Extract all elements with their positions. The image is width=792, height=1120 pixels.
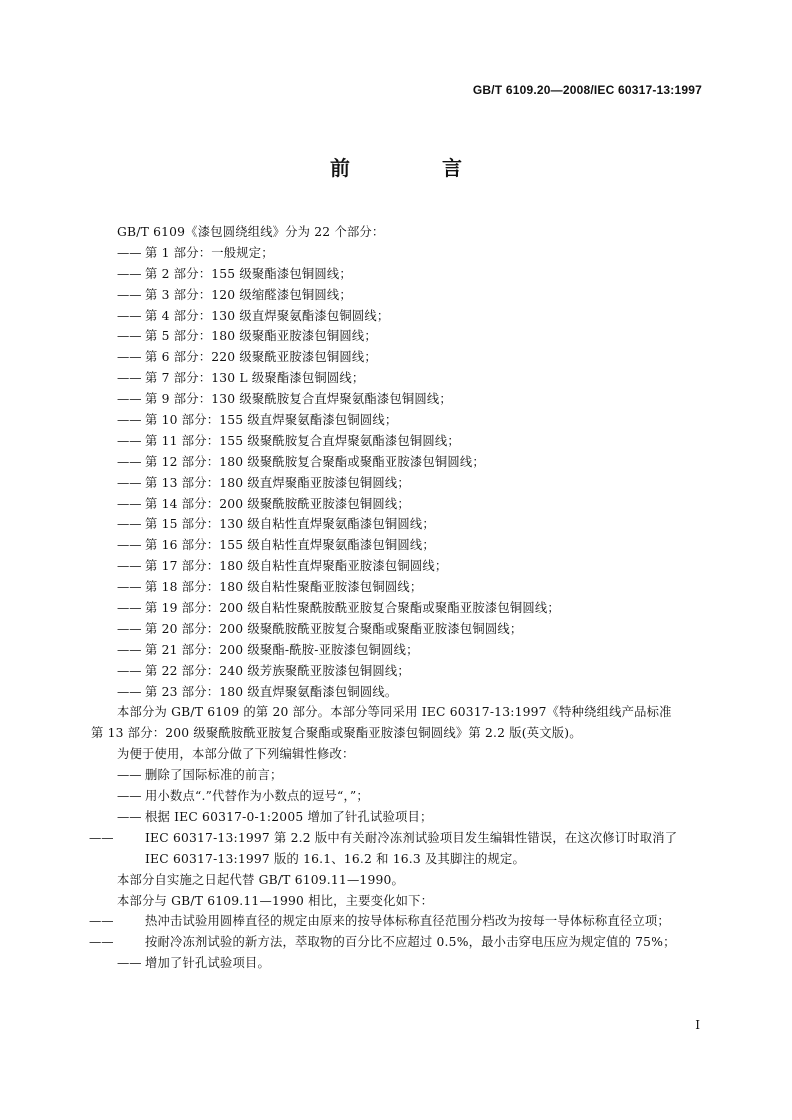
part-list-item [91,682,703,703]
standard-code-header: GB/T 6109.20—2008/IEC 60317-13:1997 [472,83,702,97]
dash-marker: —— [89,830,114,845]
adoption-paragraph-line-2: 第 13 部分：200 级聚酰胺酰亚胺复合聚酯或聚酯亚胺漆包铜圆线》第 2.2 版(英文版)。 [91,726,582,741]
dash-marker: —— [117,350,142,365]
part-list-item [91,640,703,661]
part-list-item-text: 第 20 部分：200 级聚酰胺酰亚胺复合聚酯或聚酯亚胺漆包铜圆线； [145,621,523,636]
main-change-item [91,953,703,974]
dash-marker: —— [89,914,114,929]
dash-marker: —— [117,684,142,699]
intro-paragraph: GB/T 6109《漆包圆绕组线》分为 22 个部分： [117,225,385,239]
dash-marker: —— [117,642,142,657]
part-list-item-text: 第 9 部分：130 级聚酰胺复合直焊聚氨酯漆包铜圆线； [145,392,452,407]
dash-marker: —— [117,559,142,574]
part-list-item [91,577,703,598]
part-list-item [91,556,703,577]
dash-marker: —— [117,538,142,553]
editorial-change-item [91,765,703,786]
part-list-item [91,661,703,682]
dash-marker: —— [117,392,142,407]
dash-marker: —— [117,789,142,804]
editorial-change-item [91,828,703,870]
editorial-intro: 为便于使用，本部分做了下列编辑性修改： [117,747,355,762]
adoption-paragraph-line-1: 本部分为 GB/T 6109 的第 20 部分。本部分等同采用 IEC 60317-13:1997《特种绕组线产品标准 [117,705,672,720]
part-list-item [91,598,703,619]
part-list-item [91,306,703,327]
part-list-item [91,389,703,410]
dash-marker: —— [117,413,142,428]
part-list-item-text: 第 17 部分：180 级自粘性直焊聚酯亚胺漆包铜圆线； [145,559,448,574]
page-number: I [695,1018,700,1032]
part-list-item-text: 第 14 部分：200 级聚酰胺酰亚胺漆包铜圆线； [145,496,410,511]
part-list-item [91,431,703,452]
part-list-item-text: 第 12 部分：180 级聚酰胺复合聚酯或聚酯亚胺漆包铜圆线； [145,454,485,469]
part-list-item-text: 第 21 部分：200 级聚酯-酰胺-亚胺漆包铜圆线； [145,642,419,657]
parts-list [91,243,703,703]
main-change-item [91,932,703,953]
part-list-item [91,494,703,515]
part-list-item-text: 第 18 部分：180 级自粘性聚酯亚胺漆包铜圆线； [145,580,423,595]
page-title: 前 言 [330,156,498,180]
part-list-item [91,264,703,285]
foreword-body [91,222,703,974]
part-list-item-text: 第 22 部分：240 级芳族聚酰亚胺漆包铜圆线； [145,663,410,678]
editorial-changes-list [91,765,703,869]
part-list-item-text: 第 11 部分：155 级聚酰胺复合直焊聚氨酯漆包铜圆线； [145,433,460,448]
main-change-item-text: 热冲击试验用圆棒直径的规定由原来的按导体标称直径范围分档改为按每一导体标称直径立项； [145,914,670,929]
part-list-item-text: 第 23 部分：180 级直焊聚氨酯漆包铜圆线。 [145,684,398,699]
main-change-item-text: 增加了针孔试验项目。 [145,956,270,971]
part-list-item [91,514,703,535]
part-list-item [91,368,703,389]
dash-marker: —— [117,517,142,532]
part-list-item [91,285,703,306]
part-list-item-text: 第 16 部分：155 级自粘性直焊聚氨酯漆包铜圆线； [145,538,435,553]
part-list-item-text: 第 15 部分：130 级自粘性直焊聚氨酯漆包铜圆线； [145,517,435,532]
dash-marker: —— [117,768,142,783]
part-list-item-text: 第 3 部分：120 级缩醛漆包铜圆线； [145,287,352,302]
part-list-item-text: 第 19 部分：200 级自粘性聚酰胺酰亚胺复合聚酯或聚酯亚胺漆包铜圆线； [145,601,560,616]
dash-marker: —— [117,245,142,260]
editorial-change-item [91,786,703,807]
editorial-change-item-text: 根据 IEC 60317-0-1:2005 增加了针孔试验项目； [145,809,433,824]
editorial-change-item-text: IEC 60317-13:1997 第 2.2 版中有关耐冷冻剂试验项目发生编辑性错误，在这次修订时取消了 IEC 60317-13:1997 版的 16.1、16.2 和 16.3 及其脚注的规定。 [145,830,678,866]
dash-marker: —— [117,287,142,302]
part-list-item-text: 第 2 部分：155 级聚酯漆包铜圆线； [145,266,352,281]
part-list-item [91,410,703,431]
dash-marker: —— [117,371,142,386]
part-list-item [91,619,703,640]
dash-marker: —— [117,433,142,448]
part-list-item [91,473,703,494]
main-changes-list [91,911,703,974]
part-list-item [91,326,703,347]
dash-marker: —— [117,308,142,323]
dash-marker: —— [117,475,142,490]
part-list-item [91,243,703,264]
part-list-item-text: 第 4 部分：130 级直焊聚氨酯漆包铜圆线； [145,308,390,323]
dash-marker: —— [117,663,142,678]
part-list-item [91,452,703,473]
part-list-item-text: 第 7 部分：130 L 级聚酯漆包铜圆线； [145,371,365,386]
dash-marker: —— [117,956,142,971]
main-change-item [91,911,703,932]
dash-marker: —— [117,621,142,636]
dash-marker: —— [117,266,142,281]
dash-marker: —— [117,329,142,344]
part-list-item [91,347,703,368]
part-list-item-text: 第 6 部分：220 级聚酰亚胺漆包铜圆线； [145,350,377,365]
dash-marker: —— [117,454,142,469]
changes-intro: 本部分与 GB/T 6109.11—1990 相比，主要变化如下： [117,893,434,908]
main-change-item-text: 按耐冷冻剂试验的新方法，萃取物的百分比不应超过 0.5%，最小击穿电压应为规定值的 75%； [145,935,676,950]
part-list-item [91,535,703,556]
editorial-change-item [91,807,703,828]
part-list-item-text: 第 10 部分：155 级直焊聚氨酯漆包铜圆线； [145,413,398,428]
editorial-change-item-text: 用小数点“.”代替作为小数点的逗号“，”； [145,789,369,804]
dash-marker: —— [117,580,142,595]
dash-marker: —— [117,809,142,824]
dash-marker: —— [117,496,142,511]
part-list-item-text: 第 13 部分：180 级直焊聚酯亚胺漆包铜圆线； [145,475,410,490]
dash-marker: —— [117,601,142,616]
replaces-paragraph: 本部分自实施之日起代替 GB/T 6109.11—1990。 [117,872,405,887]
editorial-change-item-text: 删除了国际标准的前言； [145,768,283,783]
part-list-item-text: 第 1 部分：一般规定； [145,245,274,260]
dash-marker: —— [89,935,114,950]
part-list-item-text: 第 5 部分：180 级聚酯亚胺漆包铜圆线； [145,329,377,344]
